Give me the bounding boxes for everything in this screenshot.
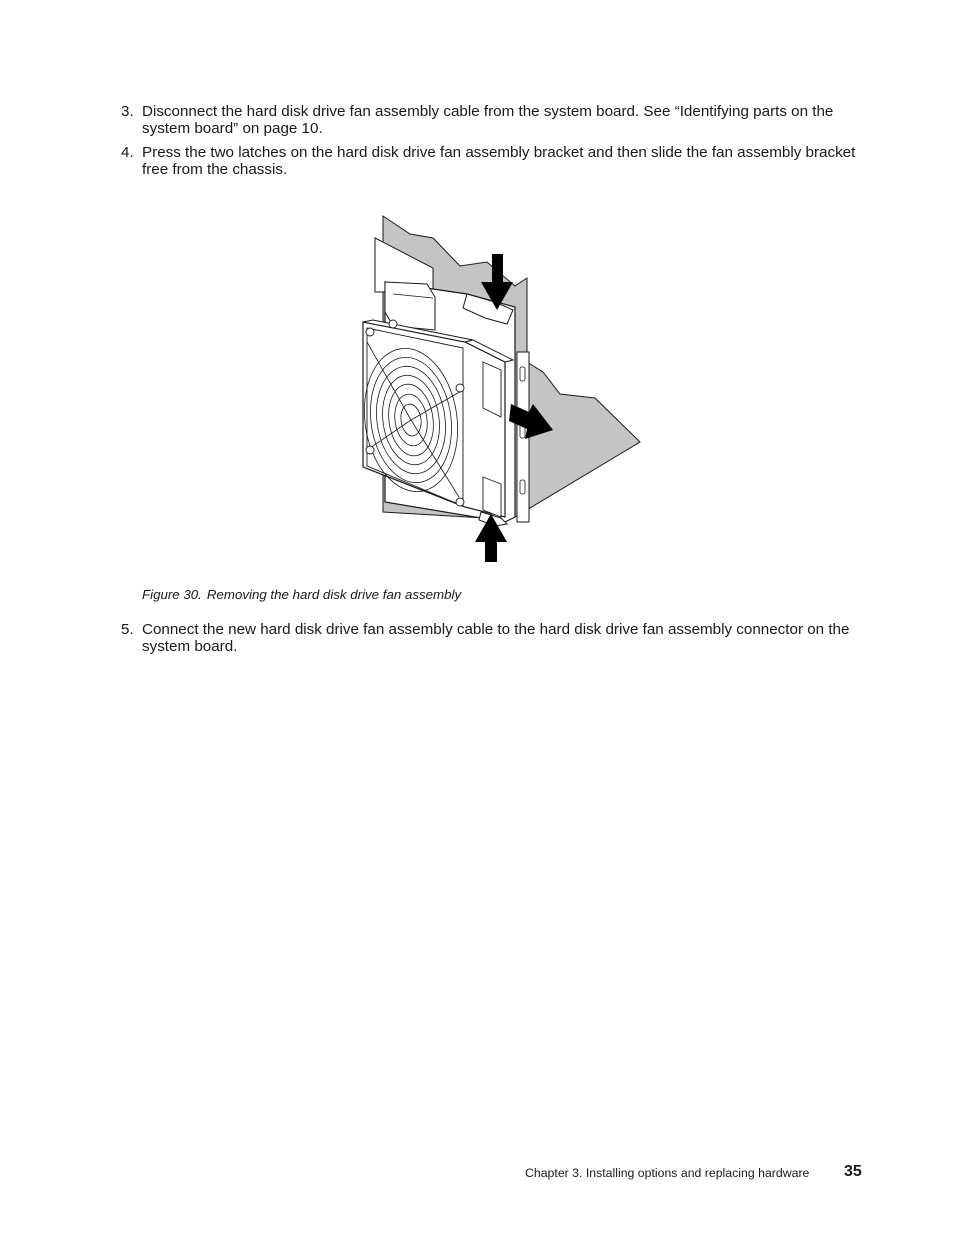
figure-label: Figure 30. <box>142 587 202 602</box>
step-text: Press the two latches on the hard disk drive fan assembly bracket and then slide the fan assembly bracket free from the chassis. <box>142 144 856 178</box>
figure-caption-text: Removing the hard disk drive fan assembly <box>206 587 462 602</box>
footer-chapter-title: Chapter 3. Installing options and replacing hardware <box>525 1166 810 1180</box>
step-text: Disconnect the hard disk drive fan assembly cable from the system board. See “Identifying parts on the system board” on page 10. <box>142 103 834 137</box>
figure-caption <box>142 587 461 602</box>
step-text: Connect the new hard disk drive fan assembly cable to the hard disk drive fan assembly connector on the system board. <box>142 621 850 655</box>
step-number: 3. <box>121 103 134 120</box>
page-number: 35 <box>844 1163 862 1180</box>
fan-assembly-illustration <box>355 212 645 564</box>
step-number: 5. <box>121 621 134 638</box>
step-number: 4. <box>121 144 134 161</box>
